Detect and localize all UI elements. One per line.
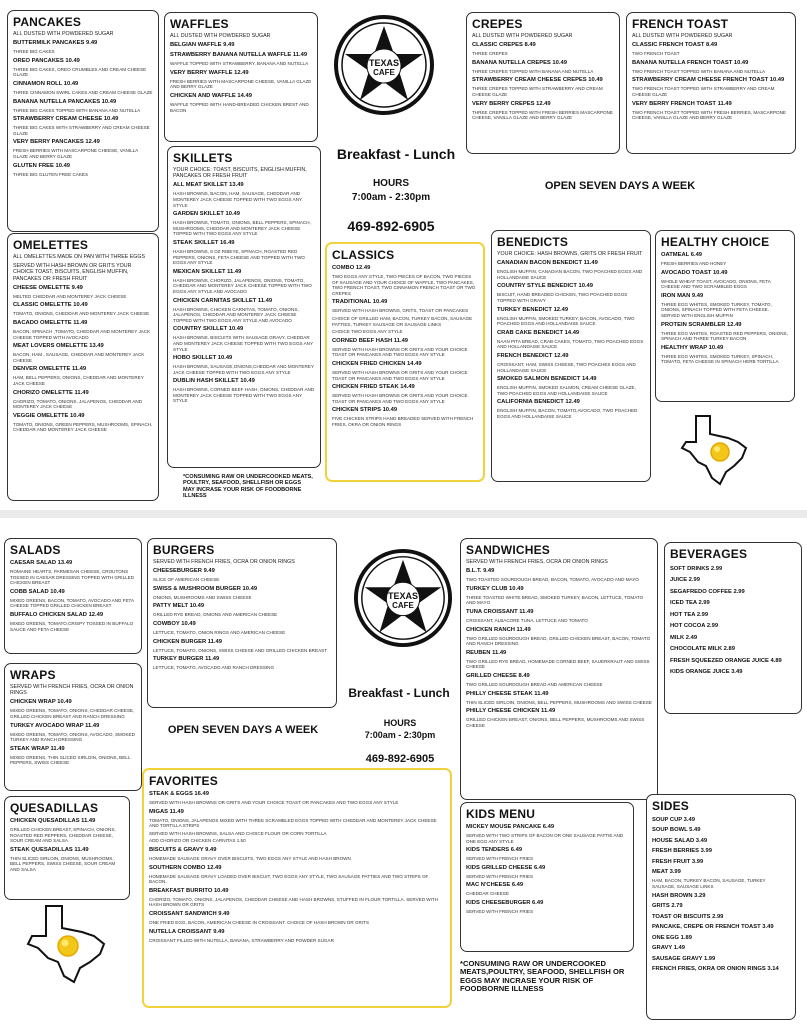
menu-item-desc: SERVED WITH TWO STRIPS OF BACON OR ONE SAUSAGE PATTIE AND ONE EGG ANY STYLE xyxy=(466,833,624,844)
menu-item-desc: THREE CREPES xyxy=(472,51,508,57)
menu-item-name: FRESH FRUIT 3.99 xyxy=(652,858,704,865)
menu-item-desc: NAAN PITA BREAD, CRAB CAKES, TOMATO, TWO POACHED EGGS AND HOLLANDAISE SAUCE xyxy=(497,338,644,350)
menu-item-name: CHICKEN CARNITAS SKILLET 11.49 xyxy=(173,297,273,304)
logo-text-cafe: CAFE xyxy=(373,68,395,77)
menu-item-desc: TWO TOASTED SOURDOUGH BREAD, BACON, TOMATO, AVOCADO AND MAYO xyxy=(466,577,639,583)
menu-item-name: PROTEIN SCRAMBLER 12.49 xyxy=(661,321,742,328)
menu-item-desc: TWO FRENCH TOAST xyxy=(632,51,680,57)
section-title: CREPES xyxy=(472,17,523,31)
menu-item-name: CAESAR SALAD 13.49 xyxy=(10,560,73,566)
menu-item-name: COBB SALAD 10.49 xyxy=(10,588,65,595)
menu-item-name: SOUTHERN COMBO 12.49 xyxy=(149,864,222,871)
hours-label: HOURS xyxy=(372,178,410,189)
menu-item-name: BUTTERMILK PANCAKES 9.49 xyxy=(13,40,98,47)
menu-item-name: STRAWBERRY CREAM CHEESE 10.49 xyxy=(13,116,119,123)
menu-item-desc: HOMEMADE SAUSAGE GRAVY OVER BISCUITS, TWO EGGS ANY STYLE AND HASH BROWN xyxy=(149,855,351,861)
section-subtitle: SERVED WITH FRENCH FRIES, OCRA OR ONION RINGS xyxy=(466,559,608,565)
beverage-item: FRESH SQUEEZED ORANGE JUICE 4.89 xyxy=(670,657,782,664)
menu-item-desc: BACON, SPINACH ,TOMATO, CHEDDAR AND MONTEREY JACK CHEESE TOPPED WITH AVOCADO xyxy=(13,329,151,340)
menu-item-desc: TWO FRENCH TOAST TOPPED WITH BANANA AND NUTELLA xyxy=(632,68,766,74)
menu-item-desc: THREE CREPES TOPPED WITH STRAWBERRY AND CREAM CHEESE GLAZE xyxy=(472,86,603,97)
menu-item-name: ALL MEAT SKILLET 13.49 xyxy=(173,182,244,189)
section-title: PANCAKES xyxy=(13,15,82,29)
menu-item-name: HOUSE SALAD 3.49 xyxy=(652,837,708,844)
menu-item-name: CINNAMON ROLL 10.49 xyxy=(13,80,79,87)
menu-item-name: B.L.T. 9.49 xyxy=(466,568,495,575)
menu-item-name: STEAK SKILLET 16.49 xyxy=(173,239,235,246)
menu-item-desc: HASH BROWNS, SAUSAGE,ONIONS,CHEDDAR AND MONTEREY JACK CHEESE TOPPED WITH TWO EGGS ANY STYLE xyxy=(173,364,314,375)
menu-item-desc: GRILLED CHICKEN BREAST, ONIONS, BELL PEPPERS, MUSHROOMS AND SWISS CHEESE xyxy=(466,717,645,728)
menu-item-name: BACADO OMELETTE 11.49 xyxy=(13,320,88,326)
menu-item-desc: MIXED GREENS, BACON, TOMATO, AVOCADO AND FETA CHEESE TOPPED GRILLED CHICKEN BREAST xyxy=(10,597,134,609)
section-subtitle: ALL OMELETTES MADE ON PAN WITH THREE EGGS xyxy=(13,254,146,260)
menu-item-name: STEAK WRAP 11.49 xyxy=(10,745,65,752)
logo-text-cafe-2: CAFE xyxy=(392,601,414,610)
menu-item-desc: TWO FRENCH TOAST TOPPED WITH STRAWBERRY AND CREAM CHEESE GLAZE xyxy=(632,86,775,97)
menu-item-name: MIGAS 11.49 xyxy=(149,808,184,815)
section-subtitle: YOUR CHOICE: TOAST, BISCUITS, ENGLISH MUFFIN, PANCAKES OR FRESH FRUIT xyxy=(173,167,307,180)
menu-item-name: ONE EGG 1.89 xyxy=(652,934,692,941)
tagline-2: Breakfast - Lunch xyxy=(348,686,450,700)
menu-item-name: VERY BERRY PANCAKES 12.49 xyxy=(13,139,100,146)
section-subtitle: ALL DUSTED WITH POWDERED SUGAR xyxy=(170,33,271,39)
tagline: Breakfast - Lunch xyxy=(336,146,456,162)
menu-item-desc: ONIONS, MUSHROOMS AND SWISS CHEESE xyxy=(153,594,252,600)
menu-item-name: TRADITIONAL 10.49 xyxy=(332,299,388,306)
menu-item-desc: HASH BROWNS, 8 OZ RIBEYE, SPINACH, ROASTED RED PEPPERS, ONIONS, FETA CHEESE AND TOPPED WITH TWO EGGS ANY STYLE xyxy=(173,248,305,266)
menu-item-name: HASH BROWN 3.29 xyxy=(652,892,706,899)
section-title: SALADS xyxy=(10,543,61,557)
menu-item-desc: ENGLISH MUFFIN, SMOKED SALMON, CREAM CHEESE GLAZE, TWO POACHED EGGS AND HOLLANDAISE SAUCE xyxy=(497,385,636,396)
section-skillets xyxy=(167,146,321,468)
menu-item-name: PHILLY CHEESE STEAK 11.49 xyxy=(466,690,549,697)
section-waffles xyxy=(164,12,318,142)
section-title: WAFFLES xyxy=(170,17,229,31)
section-title: SKILLETS xyxy=(173,151,233,165)
beverage-item: HOT TEA 2.99 xyxy=(670,611,709,618)
menu-item-desc: SERVED WITH FRENCH FRIES xyxy=(466,856,534,862)
menu-item-name: REUBEN 11.49 xyxy=(466,649,507,656)
menu-item-name: FRENCH BENEDICT 12.49 xyxy=(497,352,569,359)
phone-2: 469-892-6905 xyxy=(365,753,435,765)
section-subtitle: SERVED WITH FRENCH FRIES, OCRA OR ONION RINGS xyxy=(10,684,134,697)
menu-item-name: CALIFORNIA BENEDICT 12.49 xyxy=(497,399,580,406)
section-title: QUESADILLAS xyxy=(10,801,99,815)
menu-item-desc: ONE FRIED EGG, BACON, AMERICAN CHEESE IN CROISSANT. CHOICE OF HASH BROWN OR GRITS xyxy=(149,919,370,925)
menu-item-desc: THREE BIG CAKES xyxy=(13,49,55,55)
menu-item-desc: TWO EGGS ANY STYLE, TWO PIECES OF BACON, TWO PIECES OF SAUSAGE AND YOUR CHOICE OF WAFFLE, TWO PANCAKES, TWO FRENCH TOAST, TWO CINNAMON FRENCH TOAST OR TWO CREPES xyxy=(332,274,476,296)
menu-item-desc: SERVED WITH HASH BROWNS OR GRITS AND YOUR CHOICE TOAST OR PANCAKES AND TWO EGGS ANY STYLE xyxy=(332,393,468,404)
menu-item-desc: BACON, HAM , SAUSAGE, CHEDDAR AND MONTEREY JACK CHEESE xyxy=(13,352,145,363)
menu-item-desc: FRESH BERRIES WITH MASCARPONE CHEESE, VANILLA GLAZE AND BERRY GLAZE xyxy=(13,148,138,159)
menu-item-desc: TOMATO, ONIONS, JALAPENOS MIXED WITH THREE SCRAMBLED EGGS TOPPED WITH CHEDDAR AND MONTEREY JACK CHEESE AND TORTILLA STRIPS xyxy=(149,817,437,829)
beverage-item: SOFT DRINKS 2.99 xyxy=(670,565,723,572)
menu-item-name: CHICKEN WRAP 10.49 xyxy=(10,699,72,706)
section-title: BURGERS xyxy=(153,543,215,557)
menu-item-desc: CROISSANT FILLED WITH NUTELLA, BANANA, STRAWBERRY AND POWDER SUGAR xyxy=(149,937,334,943)
section-subtitle: ALL DUSTED WITH POWDERED SUGAR xyxy=(472,33,573,39)
menu-item-name: NUTELLA CROISSANT 9.49 xyxy=(149,928,225,935)
section-kids-menu xyxy=(460,802,634,952)
menu-item-name: CLASSIC FRENCH TOAST 8.49 xyxy=(632,42,718,49)
menu-item-desc: SERVED WITH FRENCH FRIES xyxy=(466,873,534,879)
menu-item-desc: CHORIZO, TOMATO, ONIONS, JALAPENOS, CHEDDAR AND MONTEREY JACK CHEESE xyxy=(13,398,143,410)
menu-item-name: IRON MAN 9.49 xyxy=(661,292,704,299)
menu-item-desc: THREE EGG WHITES, SMOKED TURKEY, TOMATO, ONIONS, SPINACH TOPPED WITH FETA CHEESE. SERVED WITH ENGLISH MUFFIN xyxy=(661,301,772,318)
menu-item-name: CHORIZO OMELETTE 11.49 xyxy=(13,389,89,396)
menu-item-name: PHILLY CHEESE CHICKEN 11.49 xyxy=(466,708,556,715)
open-days: OPEN SEVEN DAYS A WEEK xyxy=(544,180,696,192)
menu-item-desc: CROISSANT, ALBACORE TUNA, LETTUCE AND TOMATO xyxy=(466,617,588,623)
section-crepes xyxy=(466,12,620,154)
menu-item-name: BANANA NUTELLA PANCAKES 10.49 xyxy=(13,98,117,105)
menu-item-name: CANADIAN BACON BENEDICT 11.49 xyxy=(497,260,598,267)
menu-item-name: OATMEAL 6.49 xyxy=(661,252,703,258)
beverage-item: HOT COCOA 2.99 xyxy=(670,623,719,629)
menu-item-name: GRAVY 1.49 xyxy=(652,945,685,952)
menu-item-desc: SERVED WITH HASH BROWNS OR GRITS AND YOUR CHOICE TOAST OR PANCAKES AND TWO EGGS ANY STYLE xyxy=(332,346,468,358)
menu-item-desc: HAM, BELL PEPPERS, ONIONS, CHEDDAR AND MONTEREY JACK CHEESE xyxy=(13,375,144,386)
section-title: HEALTHY CHOICE xyxy=(661,235,770,249)
menu-item-desc: TOMATO, ONIONS, GREEN PEPPERS, MUSHROOMS, SPINACH, CHEDDAR AND MONTEREY JACK CHEESE xyxy=(13,421,153,433)
menu-item-desc: HASH BROWNS, BACON, HAM, SAUSAGE, CHEDDAR AND MONTEREY JACK CHEESE TOPPED WITH TWO EGGS ANY STYLE xyxy=(173,191,302,208)
menu-item-name: BISCUITS & GRAVY 9.49 xyxy=(149,846,217,853)
menu-item-desc: THREE BIG GLUTEN FREE CAKES xyxy=(13,171,89,177)
menu-item-name: BANANA NUTELLA FRENCH TOAST 10.49 xyxy=(632,59,749,66)
menu-item-name: TOAST OR BISCUITS 2.99 xyxy=(652,913,724,920)
menu-item-name: VERY BERRY WAFFLE 12.49 xyxy=(170,69,249,76)
menu-item-desc: THREE BIG CAKES, OREO CRUMBLES AND CREAM CHEESE GLAZE xyxy=(13,66,147,78)
menu-item-desc: THREE EGG WHITES, ROASTED RED PEPPERS, ONIONS, SPINACH AND THREE TURKEY BACON xyxy=(661,330,788,342)
beverage-item: SEGAFREDO COFFEE 2.99 xyxy=(670,588,745,595)
menu-item-name: FRENCH FRIES, OKRA OR ONION RINGS 3.14 xyxy=(652,966,779,973)
menu-item-name: COWBOY 10.49 xyxy=(153,620,196,627)
menu-item-name: MAC N'CHEESE 6.49 xyxy=(466,882,524,889)
menu-item-desc: ENGLISH MUFFIN, CANADIAN BACON, TWO POACHED EGGS AND HOLLANDAISE SAUCE xyxy=(497,269,643,280)
menu-item-desc: FRESH BERRIES AND HONEY xyxy=(661,261,727,266)
menu-item-desc: WHOLE WHEAT TOAST, AVOCADO, ONIONS, FETA CHEESE AND TWO SCRAMBLED EGGS xyxy=(661,278,771,290)
menu-item-desc: TWO FRENCH TOAST TOPPED WITH FRESH BERRIES, MASCARPONE CHEESE, VANILLA GLAZE AND BERRY GLAZE xyxy=(632,109,786,121)
section-french-toast xyxy=(626,12,796,154)
menu-item-name: GRILLED CHEESE 8.49 xyxy=(466,672,530,679)
section-omelettes xyxy=(7,233,159,501)
menu-item-desc: HOMEMADE SAUSAGE GRAVY LOADED OVER BISCUIT, TWO EGGS ANY STYLE, TWO SAUSAGE PATTIES AND TWO STRIPS OF BACON. xyxy=(149,873,429,885)
menu-item-name: CLASSIC OMELETTE 10.49 xyxy=(13,302,88,309)
menu-item-desc: SERVED WITH HASH BROWNS OR GRITS AND YOUR CHOICE TOAST OR PANCAKES AND TWO EGGS ANY STYLE xyxy=(149,800,399,805)
menu-item-desc: ROMAINE HEARTS, PARMESAN CHEESE, CROUTONS TOSSED IN CAESAR DRESSING TOPPED WITH GRILLED CHICKEN BREAST xyxy=(10,569,135,586)
menu-item-desc: CHEDDAR CHEESE xyxy=(466,891,509,897)
menu-item-name: CROISSANT SANDWICH 9.49 xyxy=(149,910,230,917)
section-title: KIDS MENU xyxy=(466,807,536,821)
menu-item-name: KIDS CHEESEBURGER 6.49 xyxy=(466,899,544,906)
beverage-item: KIDS ORANGE JUICE 3.49 xyxy=(670,669,743,675)
menu-item-name: CORNED BEEF HASH 11.49 xyxy=(332,337,409,344)
beverage-item: JUICE 2.99 xyxy=(670,577,700,583)
section-title: CLASSICS xyxy=(332,248,395,262)
menu-item-name: COUNTRY STYLE BENEDICT 10.49 xyxy=(497,283,593,290)
menu-item-desc: SERVED WITH HASH BROWNS, GRITS, TOAST OR PANCAKES xyxy=(332,308,469,314)
menu-item-desc: HAM, BACON, TURKEY BACON, SAUSAGE, TURKEY SAUSAGE, SAUSAGE LINKS xyxy=(652,878,766,889)
menu-item-desc: HASH BROWNS, CORNED BEEF HASH, ONIONS, CHEDDAR AND MONTEREY JACK CHEESE TOPPED WITH TWO EGGS ANY STYLE xyxy=(173,387,315,404)
menu-item-name: BREAKFAST BURRITO 10.49 xyxy=(149,887,229,894)
menu-item-desc: THREE EGG WHITES, SMOKED TURKEY, SPINACH, TOMATO, FETA CHEESE IN SPINACH HERB TORTILLA xyxy=(661,353,779,365)
menu-item-name: CHICKEN FRIED CHICKEN 14.49 xyxy=(332,360,422,367)
menu-item-name: SOUP BOWL 5.49 xyxy=(652,827,701,833)
menu-item-desc: HASH BROWNS, CHORIZO, JALAPENOS, ONIONS, TOMATO, CHEDDAR AND MONTEREY JACK CHEESE TOPPED WITH TWO EGGS ANY STYLE AND AVOCADO xyxy=(173,277,312,294)
menu-item-desc: SERVED WITH HASH BROWNS, SALSA AND CHOICE FLOUR OR CORN TORTILLA xyxy=(149,830,327,836)
menu-item-name: CHICKEN RANCH 11.49 xyxy=(466,626,531,633)
menu-item-name: CHEESE OMELETTE 9.49 xyxy=(13,284,83,291)
menu-item-name: CHICKEN BURGER 11.49 xyxy=(153,638,222,645)
section-sides xyxy=(646,794,796,1020)
section-title: SIDES xyxy=(652,799,690,813)
section-beverages xyxy=(664,542,802,714)
menu-item-desc: FRESH BERRIES WITH MASCARPONE CHEESE, VANILLA GLAZE AND BERRY GLAZE xyxy=(170,78,312,90)
menu-item-desc: LETTUCE, TOMATO, ONION RINGS AND AMERICAN CHEESE xyxy=(153,629,286,635)
menu-item-name: FRESH BERRIES 3.99 xyxy=(652,848,712,854)
section-title: FRENCH TOAST xyxy=(632,17,729,31)
menu-item-name: COMBO 12.49 xyxy=(332,265,371,271)
menu-item-desc: ADD CHORIZO OR CHICKEN CARNITAS 1.50 xyxy=(149,838,246,844)
menu-item-name: OREO PANCAKES 10.49 xyxy=(13,57,80,64)
menu-item-desc: THREE BIG CAKES WITH STRAWBERRY AND CREAM CHEESE GLAZE xyxy=(13,125,150,136)
section-wraps xyxy=(4,663,142,791)
menu-item-desc: BISCUIT, HAND BREADED CHICKEN, TWO POACHED EGGS TOPPED WITH GRAVY xyxy=(497,292,628,303)
texas-egg-icon-2 xyxy=(22,900,116,986)
menu-item-desc: HASH BROWNS, TOMATO, ONIONS, BELL PEPPERS, SPINACH, MUSHROOMS, CHEDDAR AND MONTEREY JACK CHEESE TOPPED WITH TWO EGGS ANY STYLE xyxy=(173,220,311,237)
beverage-item: ICED TEA 2.99 xyxy=(670,600,710,606)
menu-item-desc: THREE CREPES TOPPED WITH FRESH BERRIES MASCARPONE CHEESE, VANILLA GLAZE AND BERRY GLAZE xyxy=(472,109,613,121)
menu-item-name: TURKEY AVOCADO WRAP 11.49 xyxy=(10,722,100,729)
menu-item-name: VERY BERRY CREPES 12.49 xyxy=(472,100,551,107)
menu-item-desc: SLICE OF AMERICAN CHEESE xyxy=(153,577,220,583)
menu-item-name: STEAK QUESADILLAS 11.49 xyxy=(10,846,89,853)
menu-item-desc: MELTED CHEDDAR AND MONTEREY JACK CHEESE xyxy=(13,293,127,299)
menu-item-name: BANANA NUTELLA CREPES 10.49 xyxy=(472,59,567,66)
section-title: FAVORITES xyxy=(149,774,218,788)
menu-item-desc: GRILLED CHICKEN BREAST, SPINACH, ONIONS, ROASTED RED PEPPERS, CHEDDAR CHEESE, SOUR CREAM AND SALSA xyxy=(10,827,116,844)
open-days-2: OPEN SEVEN DAYS A WEEK xyxy=(167,724,319,736)
menu-item-desc: FIVE CHICKEN STRIPS HAND BREADED SERVED WITH FRENCH FRIES, OKRA OR ONION RINGS xyxy=(332,416,474,427)
menu-item-name: PATTY MELT 10.49 xyxy=(153,603,205,610)
beverage-item: CHOCOLATE MILK 2.89 xyxy=(670,646,735,652)
menu-item-name: SOUP CUP 3.49 xyxy=(652,816,695,823)
menu-item-name: STRAWBERRY CREAM CHEESE CREPES 10.49 xyxy=(472,77,603,84)
menu-item-desc: THREE TOASTED WHITE BREAD, SMOKED TURKEY, BACON, LETTUCE, TOMATO AND MAYO xyxy=(466,594,644,606)
menu-item-name: CHEESEBURGER 9.49 xyxy=(153,568,215,575)
menu-item-name: VERY BERRY FRENCH TOAST 11.49 xyxy=(632,100,732,107)
menu-item-desc: TWO GRILLED SOURDOUGH BREAD, GRILLED CHICKEN BREAST, BACON, TOMATO AND RANCH DRESSING xyxy=(466,635,651,647)
menu-item-name: CHICKEN QUESADILLAS 11.49 xyxy=(10,818,96,824)
menu-item-name: TURKEY BURGER 11.49 xyxy=(153,656,220,663)
section-title: WRAPS xyxy=(10,668,56,682)
menu-item-desc: HASH BROWNS, CHICKEN CARNITAS, TOMATO, ONIONS, JALAPENOS, CHEDDAR AND MONTEREY JACK CHEESE TOPPED WITH TWO EGGS ANY STYLE AND AVOCADO xyxy=(173,306,299,323)
section-title: BEVERAGES xyxy=(670,547,748,561)
menu-item-name: BUFFALO CHICKEN SALAD 12.49 xyxy=(10,611,104,618)
hours: 7:00am - 2:30pm xyxy=(351,192,431,203)
menu-item-name: TUNA CROISSANT 11.49 xyxy=(466,608,534,615)
menu-item-name: MEAT LOVERS OMELETTE 13.49 xyxy=(13,343,104,350)
menu-item-name: MICKEY MOUSE PANCAKE 6.49 xyxy=(466,824,555,830)
menu-item-name: PANCAKE, CREPE OR FRENCH TOAST 3.49 xyxy=(652,924,774,931)
menu-item-name: HEALTHY WRAP 10.49 xyxy=(661,344,724,351)
raw-food-warning-2: *CONSUMING RAW OR UNDERCOOKED MEATS,POULTRY, SEAFOOD, SHELLFISH OR EGGS MAY INCRASE YOUR RISK OF FOODBORNE ILLNESS xyxy=(460,959,625,994)
menu-item-desc: CROISSANT, HAM, SWISS CHEESE, TWO POACHES EGGS AND HOLLANDAISE SAUCE xyxy=(497,361,636,373)
menu-item-name: CHICKEN FRIED STEAK 14.49 xyxy=(332,384,415,391)
menu-item-desc: CHORIZO, TOMATO, ONIONS, JALAPENOS, CHEDDAR CHEESE AND HASH BROWNS, STUFFED IN FLOUR TORTILLA. SERVED WITH HASH BROWN OR GRITS xyxy=(149,896,439,908)
section-quesadillas xyxy=(4,796,130,900)
menu-item-desc: LETTUCE, TOMATO, ONIONS, SWISS CHEESE AND GRILLED CHICKEN BREAST xyxy=(153,647,328,653)
section-title: SANDWICHES xyxy=(466,543,551,557)
menu-item-desc: WAFFLE TOPPED WITH HAND-BREADED CHICKEN BREST AND BACON xyxy=(170,101,309,113)
section-subtitle: SERVED WITH FRENCH FRIES, OCRA OR ONION RINGS xyxy=(153,559,295,565)
menu-item-desc: TWO GRILLED SOURDOUGH BREAD AND AMERICAN CHEESE xyxy=(466,681,603,687)
menu-item-name: SAUSAGE GRAVY 1.99 xyxy=(652,955,716,962)
menu-item-desc: TWO GRILLED RYE BREAD, HOMEMADE CORNED BEEF, SAUERKRAUT AND SWISS CHEESE xyxy=(466,658,650,670)
menu-item-name: CRAB CAKE BENEDICT 14.49 xyxy=(497,329,580,336)
beverage-item: MILK 2.49 xyxy=(670,634,698,641)
section-favorites xyxy=(142,768,452,1008)
menu-item-name: SWISS & MUSHROOM BURGER 10.49 xyxy=(153,585,258,592)
menu-item-desc: ENGLISH MUFFIN, BACON, TOMATO,AVOCADO, TWO POACHED EGGS AND HOLLANDAISE SAUCE xyxy=(497,408,638,419)
menu-item-name: GLUTEN FREE 10.49 xyxy=(13,162,71,169)
menu-item-name: TURKEY CLUB 10.49 xyxy=(466,585,524,592)
section-subtitle: YOUR CHOICE: HASH BROWNS, GRITS OR FRESH FRUIT xyxy=(497,251,643,257)
menu-item-desc: MIXED GREENS, THIN SLICED SIRLOIN, ONIONS, BELL PEPPERS, SWISS CHEESE xyxy=(10,754,131,766)
section-benedicts xyxy=(491,230,651,482)
menu-item-name: VEGGIE OMELETTE 10.49 xyxy=(13,412,85,419)
menu-item-name: STEAK & EGGS 16.49 xyxy=(149,791,209,797)
logo-text-texas: TEXAS xyxy=(368,58,399,68)
hours-label-2: HOURS xyxy=(383,718,417,728)
menu-item-desc: TOMATO, ONIONS, CHEDDAR AND MONTEREY JACK CHEESE xyxy=(13,311,150,317)
phone: 469-892-6905 xyxy=(347,218,435,234)
menu-item-name: GRITS 2.79 xyxy=(652,903,683,910)
section-subtitle: ALL DUSTED WITH POWDERED SUGAR xyxy=(13,31,114,37)
menu-page-lunch xyxy=(0,518,807,1033)
menu-item-desc: THIN SLICED SIRLOIN, ONIONS, MUSHROOMS, BELL PEPPERS, SWISS CHEESE, SOUR CREAM AND SALSA xyxy=(10,855,116,872)
menu-item-desc: MIXED GREENS, TOMATO, ONIONS, CHEDDAR CHEESE, GRILLED CHICKEN BREAST AND RANCH DRESSING xyxy=(10,708,135,719)
menu-item-desc: CHOICE OF GRILLED HAM, BACON, TURKEY BACON, SAUSAGE PATTIES, TURKEY SAUSAGE OR SAUSAGE LINKS xyxy=(332,315,473,327)
menu-item-name: DUBLIN HASH SKILLET 10.49 xyxy=(173,378,255,385)
section-subtitle: ALL DUSTED WITH POWDERED SUGAR xyxy=(632,33,733,39)
section-title: OMELETTES xyxy=(13,238,89,252)
section-sandwiches xyxy=(460,538,658,800)
menu-item-desc: THREE BIG CAKES TOPPED WITH BANANA AND NUTELLA xyxy=(13,107,141,113)
section-burgers xyxy=(147,538,337,708)
menu-item-name: HOBO SKILLET 10.49 xyxy=(173,355,233,362)
menu-item-name: STRAWBERRY CREAM CHEESE FRENCH TOAST 10.49 xyxy=(632,77,785,84)
menu-item-desc: MIXED GREENS, TOMATO, ONIONS, AVOCADO, SMOKED TURKEY AND RANCH DRESSING xyxy=(10,731,135,743)
menu-item-name: CHICKEN STRIPS 10.49 xyxy=(332,407,398,414)
menu-item-name: CLASSIC CREPES 8.49 xyxy=(472,42,536,49)
menu-item-name: KIDS TENDERS 6.49 xyxy=(466,847,523,854)
menu-item-name: MEXICAN SKILLET 11.49 xyxy=(173,268,242,275)
menu-item-desc: CHOICE TWO EGGS ANY STYLE xyxy=(332,329,403,335)
texas-cafe-logo xyxy=(333,14,435,116)
section-title: BENEDICTS xyxy=(497,235,569,249)
menu-page-breakfast xyxy=(0,0,807,510)
menu-item-desc: MIXED GREENS, TOMATO,CRISPY TOSSED IN BUFFALO SAUCE AND FETA CHEESE xyxy=(10,620,134,632)
section-salads xyxy=(4,538,142,654)
section-healthy-choice xyxy=(655,230,795,402)
section-subtitle-2: SERVED WITH HASH BROWN OR GRITS YOUR CHOICE TOAST, BISCUITS, ENGLISH MUFFIN, PANCAKES OR FRESH FRUIT xyxy=(13,263,132,282)
menu-item-desc: ENGLISH MUFFIN, SMOKED TURKEY, BACON, AVOCADO, TWO POACHED EGGS AND HOLLANDAISE SAUCE xyxy=(497,315,635,327)
menu-item-desc: WAFFLE TOPPED WITH STRAWBERRY, BANANA AND NUTELLA xyxy=(170,61,309,67)
raw-food-warning: *CONSUMING RAW OR UNDERCOOKED MEATS, POULTRY, SEAFOOD, SHELLFISH OR EGGS MAY INCRASE YOUR RISK OF FOODBORNE ILLNESS xyxy=(183,474,313,500)
menu-item-desc: THIN SLICED SIRLOIN, ONIONS, BELL PEPPERS, MUSHROOMS AND SWISS CHEESE xyxy=(466,699,652,705)
texas-cafe-logo-2 xyxy=(353,548,453,648)
menu-item-name: DENVER OMELETTE 11.49 xyxy=(13,366,87,373)
hours-2: 7:00am - 2:30pm xyxy=(364,730,436,740)
menu-item-name: BELGIAN WAFFLE 9.49 xyxy=(170,42,235,49)
section-pancakes xyxy=(7,10,159,232)
menu-item-desc: LETTUCE, TOMATO, AVOCADO AND RANCH DRESSING xyxy=(153,665,275,671)
menu-item-name: AVOCADO TOAST 10.49 xyxy=(661,269,728,276)
menu-item-desc: HASH BROWNS, BISCUITS WITH SAUSAGE GRAVY, CHEDDAR AND MONTEREY JACK CHEESE TOPPED WITH TWO EGGS ANY STYLE xyxy=(173,335,313,352)
texas-egg-icon xyxy=(676,408,756,488)
logo-text-texas-2: TEXAS xyxy=(387,591,418,601)
menu-item-name: STRAWBERRY BANANA NUTELLA WAFFLE 11.49 xyxy=(170,52,308,59)
menu-item-desc: GRILLED RYE BREAD, ONIONS AND AMERICAN CHEESE xyxy=(153,612,278,618)
menu-item-desc: SERVED WITH FRENCH FRIES xyxy=(466,908,534,914)
menu-item-name: GARDEN SKILLET 10.49 xyxy=(173,211,241,218)
menu-item-name: SMOKED SALMON BENEDICT 14.49 xyxy=(497,376,597,383)
menu-item-desc: THREE CINNAMON SWIRL CAKES AND CREAM CHEESE GLAZE xyxy=(13,89,153,95)
menu-item-name: CHICKEN AND WAFFLE 14.49 xyxy=(170,92,252,99)
menu-item-name: MEAT 3.99 xyxy=(652,869,681,875)
menu-item-name: COUNTRY SKILLET 10.49 xyxy=(173,326,244,333)
menu-item-desc: SERVED WITH HASH BROWNS OR GRITS AND YOUR CHOICE TOAST OR PANCAKES AND TWO EGGS ANY STYLE xyxy=(332,369,468,381)
menu-item-name: TURKEY BENEDICT 12.49 xyxy=(497,306,569,313)
section-classics xyxy=(325,242,485,482)
menu-item-name: KIDS GRILLED CHEESE 6.49 xyxy=(466,864,546,871)
menu-item-desc: THREE CREPES TOPPED WITH BANANA AND NUTELLA xyxy=(472,68,594,74)
